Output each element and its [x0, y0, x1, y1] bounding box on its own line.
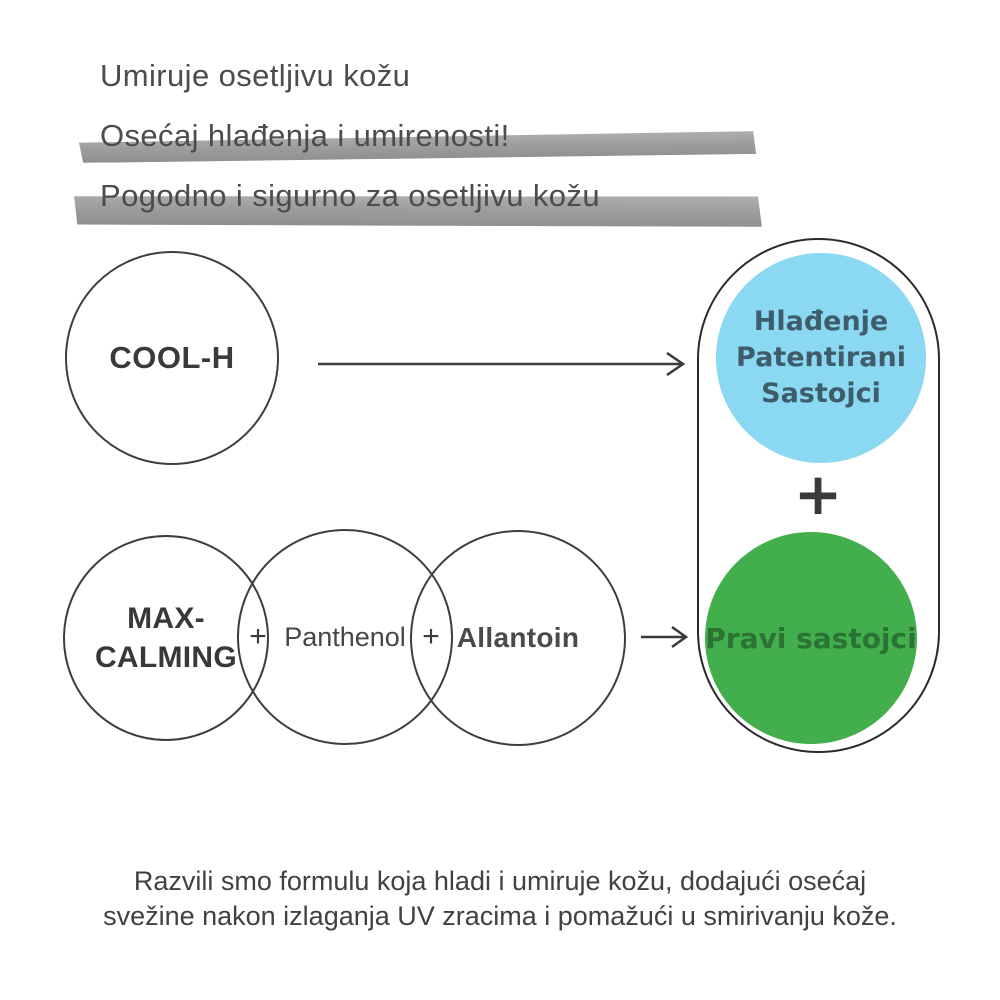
- blue-circle-label-line1: Hlađenje: [753, 306, 889, 337]
- panthenol-label: Panthenol: [284, 621, 406, 652]
- cooling-patented-ingredients-circle: [716, 253, 926, 463]
- max-calming-label-line2: CALMING: [94, 641, 238, 674]
- allantoin-label: Allantoin: [456, 622, 580, 653]
- blue-circle-label-line2: Patentirani: [736, 342, 906, 373]
- allantoin-circle: [410, 530, 626, 746]
- green-circle-label: Pravi sastojci: [705, 621, 917, 655]
- heading-line-3: Pogodno i sigurno za osetljivu kožu: [100, 178, 600, 213]
- arrow-right-icon: [638, 624, 692, 650]
- cool-h-circle: [65, 251, 279, 465]
- heading-line-2: Osećaj hlađenja i umirenosti!: [100, 118, 510, 153]
- plus-icon: +: [422, 620, 440, 653]
- footer-paragraph: [0, 864, 1000, 934]
- cool-h-label: COOL-H: [109, 340, 235, 375]
- heading-line-1: Umiruje osetljivu kožu: [100, 58, 411, 93]
- footer-line-1: Razvili smo formulu koja hladi i umiruje kožu, dodajući osećaj: [133, 866, 867, 896]
- plus-icon: +: [249, 620, 267, 653]
- right-ingredients-circle: [705, 532, 917, 744]
- arrow-right-icon: [315, 351, 691, 377]
- max-calming-label-line1: MAX-: [127, 602, 205, 635]
- plus-icon: +: [793, 460, 843, 528]
- blue-circle-label-line3: Sastojci: [761, 378, 881, 409]
- footer-line-2: svežine nakon izlaganja UV zracima i pomažući u smirivanju kože.: [103, 901, 897, 931]
